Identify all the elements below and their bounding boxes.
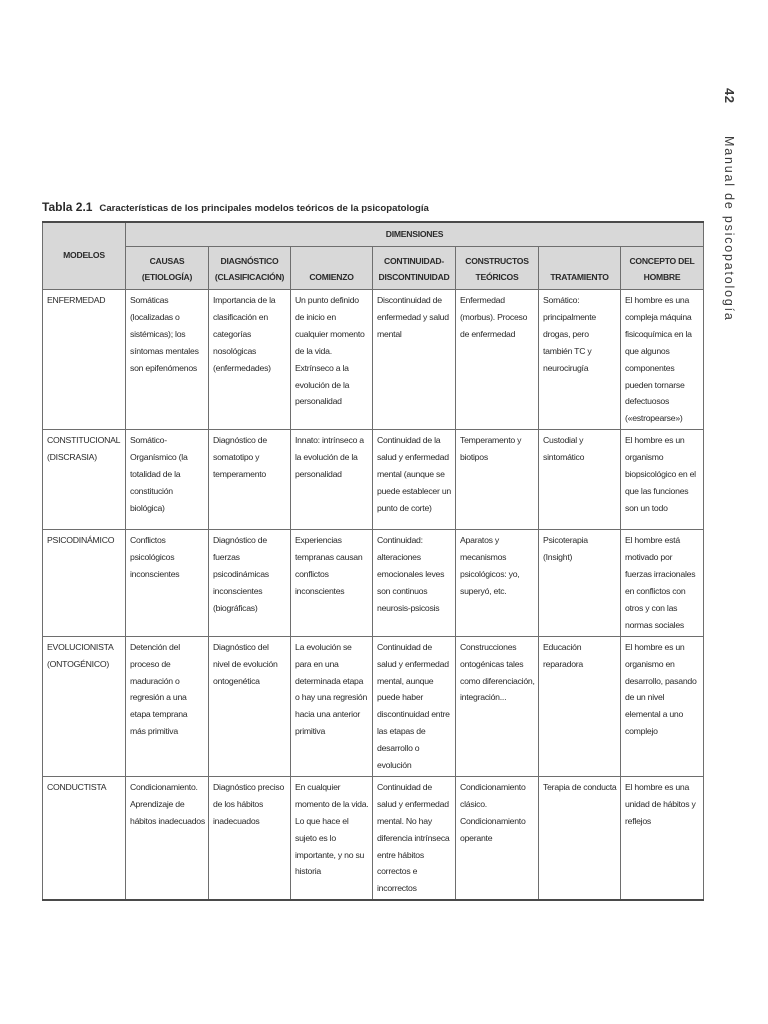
table-cell: Innato: intrínseco a la evolución de la personalidad [291,430,373,530]
table-cell: El hombre es un organismo en desarrollo, pasando de un nivel elemental a uno complejo [621,636,704,776]
table-cell: Somático-Organísmico (la totalidad de la constitución biológica) [126,430,209,530]
table-cell: Diagnóstico preciso de los hábitos inadecuados [209,776,291,900]
table-cell: Custodial y sintomático [539,430,621,530]
table-caption-text: Características de los principales modelos teóricos de la psicopatología [99,203,429,214]
table-caption [42,200,692,216]
model-name-cell: PSICODINÁMICO [43,530,126,636]
table-cell: El hombre es una compleja máquina fisicoquímica en la que algunos componentes pueden tornarse defectuosos («estropearse») [621,290,704,430]
table-cell: Condicionamiento clásico. Condicionamiento operante [456,776,539,900]
table-cell: Condicionamiento. Aprendizaje de hábitos inadecuados [126,776,209,900]
table-cell: En cualquier momento de la vida. Lo que hace el sujeto es lo importante, y no su historia [291,776,373,900]
table-row [43,636,704,776]
header-row-dimensions [43,222,704,247]
table-cell: Somáticas (localizadas o sistémicas); los síntomas mentales son epifenómenos [126,290,209,430]
table-cell: Diagnóstico del nivel de evolución ontogenética [209,636,291,776]
table-row [43,290,704,430]
table-cell: Psicoterapia (Insight) [539,530,621,636]
table-caption-label: Tabla 2.1 [42,200,93,214]
table-cell: Diagnóstico de fuerzas psicodinámicas inconscientes (biográficas) [209,530,291,636]
model-name-cell: EVOLUCIONISTA (ONTOGÉNICO) [43,636,126,776]
header-row-columns [43,247,704,290]
table-header [43,222,704,290]
table-cell: Conflictos psicológicos inconscientes [126,530,209,636]
table-row [43,776,704,900]
header-tratamiento: TRATAMIENTO [539,247,621,290]
header-concepto: CONCEPTO DEL HOMBRE [621,247,704,290]
running-header [720,88,738,322]
table-cell: Somático: principalmente drogas, pero también TC y neurocirugía [539,290,621,430]
table-cell: Un punto definido de inicio en cualquier momento de la vida. Extrínseco a la evolución de la personalidad [291,290,373,430]
header-dimensiones: DIMENSIONES [126,222,704,247]
table-cell: Construcciones ontogénicas tales como diferenciación, integración... [456,636,539,776]
book-title: Manual de psicopatología [722,135,736,322]
header-modelos: MODELOS [43,222,126,290]
table-cell: Discontinuidad de enfermedad y salud mental [373,290,456,430]
table-cell: La evolución se para en una determinada etapa o hay una regresión hacia una anterior primitiva [291,636,373,776]
table-cell: Continuidad de la salud y enfermedad mental (aunque se puede establecer un punto de corte) [373,430,456,530]
table-cell: Enfermedad (morbus). Proceso de enfermedad [456,290,539,430]
table-cell: Aparatos y mecanismos psicológicos: yo, superyó, etc. [456,530,539,636]
table-row [43,430,704,530]
table-cell: Continuidad de salud y enfermedad mental. No hay diferencia intrínseca entre hábitos correctos e incorrectos [373,776,456,900]
table-cell: Continuidad: alteraciones emocionales leves son continuos neurosis-psicosis [373,530,456,636]
header-constructos: CONSTRUCTOS TEÓRICOS [456,247,539,290]
table-cell: Continuidad de salud y enfermedad mental, aunque puede haber discontinuidad entre las etapas de desarrollo o evolución [373,636,456,776]
table-cell: Detención del proceso de maduración o regresión a una etapa temprana más primitiva [126,636,209,776]
table-cell: El hombre es una unidad de hábitos y reflejos [621,776,704,900]
table-cell: Experiencias tempranas causan conflictos inconscientes [291,530,373,636]
table-cell: El hombre es un organismo biopsicológico en el que las funciones son un todo [621,430,704,530]
header-diagnostico: DIAGNÓSTICO (CLASIFICACIÓN) [209,247,291,290]
table-cell: Temperamento y biotipos [456,430,539,530]
models-table-wrapper [42,221,703,901]
model-name-cell: CONDUCTISTA [43,776,126,900]
header-causas: CAUSAS (ETIOLOGÍA) [126,247,209,290]
table-cell: Diagnóstico de somatotipo y temperamento [209,430,291,530]
model-name-cell: ENFERMEDAD [43,290,126,430]
table-cell: Educación reparadora [539,636,621,776]
table-cell: Terapia de conducta [539,776,621,900]
models-table [42,221,704,901]
header-continuidad: CONTINUIDAD-DISCONTINUIDAD [373,247,456,290]
header-comienzo: COMIENZO [291,247,373,290]
table-cell: El hombre está motivado por fuerzas irracionales en conflictos con otros y con las normas sociales [621,530,704,636]
page-number: 42 [722,88,737,104]
table-cell: Importancia de la clasificación en categorías nosológicas (enfermedades) [209,290,291,430]
table-row [43,530,704,636]
model-name-cell: CONSTITUCIONAL (DISCRASIA) [43,430,126,530]
table-body [43,290,704,901]
